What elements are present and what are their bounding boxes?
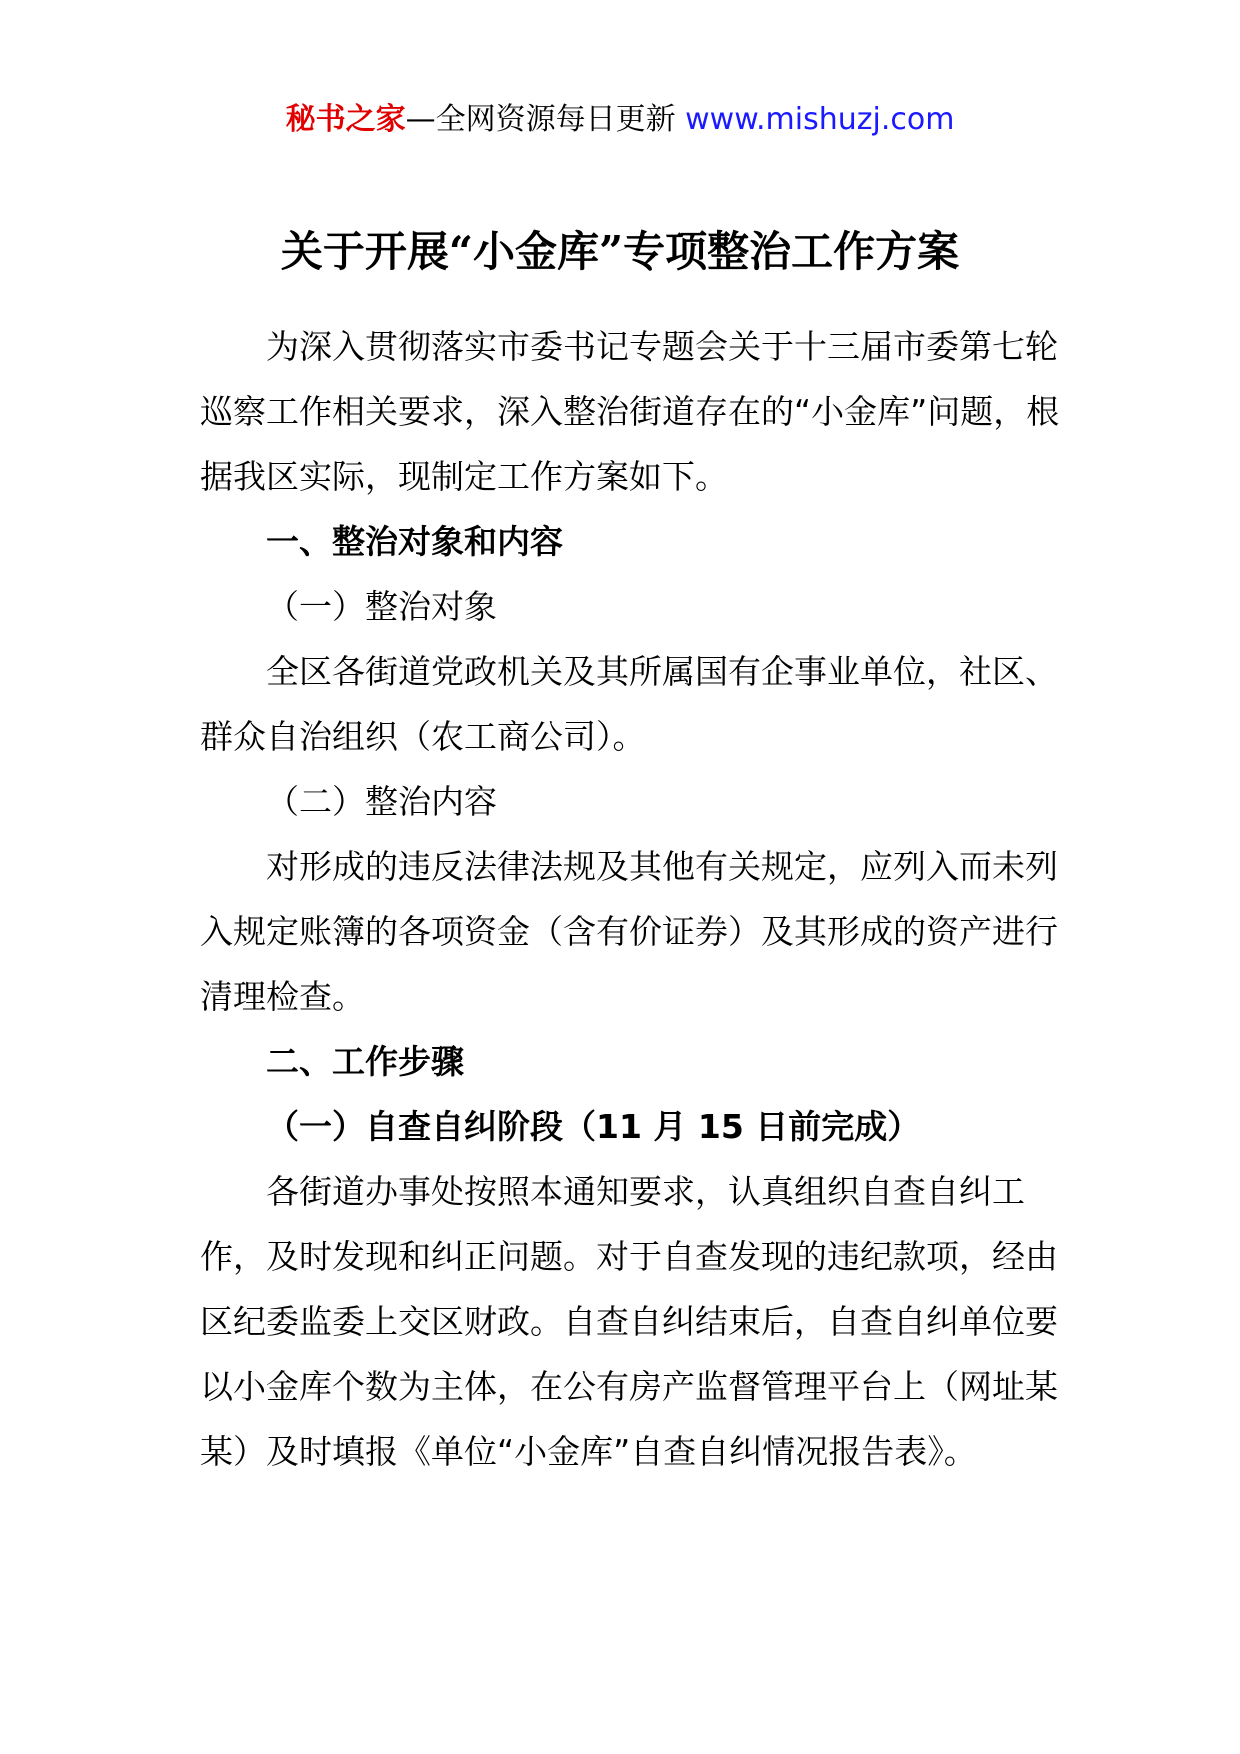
site-url-link[interactable]: www.mishuzj.com	[685, 102, 955, 137]
site-header	[0, 100, 1240, 140]
section-1-heading: 一、整治对象和内容	[266, 522, 563, 561]
section-1-sub-1-heading: （一）整治对象	[266, 587, 497, 626]
section-2-heading: 二、工作步骤	[266, 1042, 464, 1081]
section-1-sub-1-text: 全区各街道党政机关及其所属国有企事业单位，社区、群众自治组织（农工商公司）。	[200, 652, 1058, 756]
intro-paragraph: 为深入贯彻落实市委书记专题会关于十三届市委第七轮巡察工作相关要求，深入整治街道存在的“小金库”问题，根据我区实际，现制定工作方案如下。	[200, 327, 1060, 496]
section-1-sub-2-heading: （二）整治内容	[266, 782, 497, 821]
document-title: 关于开展“小金库”专项整治工作方案	[280, 227, 960, 276]
header-tagline: —全网资源每日更新	[405, 102, 676, 137]
document-body	[200, 314, 1080, 1484]
section-2-sub-1-text: 各街道办事处按照本通知要求，认真组织自查自纠工作，及时发现和纠正问题。对于自查发现的违纪款项，经由区纪委监委上交区财政。自查自纠结束后，自查自纠单位要以小金库个数为主体，在公有房产监督管理平台上（网址某某）及时填报《单位“小金库”自查自纠情况报告表》。	[200, 1172, 1058, 1471]
section-1-sub-2-text: 对形成的违反法律法规及其他有关规定，应列入而未列入规定账簿的各项资金（含有价证券）及其形成的资产进行清理检查。	[200, 847, 1058, 1016]
section-2-sub-1-heading: （一）自查自纠阶段（11 月 15 日前完成）	[266, 1107, 921, 1146]
brand-name: 秘书之家	[285, 102, 406, 137]
